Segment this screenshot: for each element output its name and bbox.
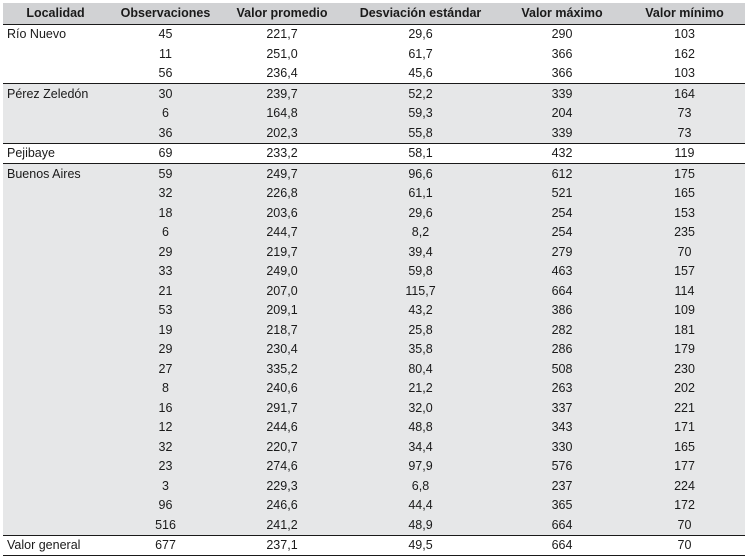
valor-maximo-cell: 365 <box>551 498 573 513</box>
localidad-cell <box>3 476 108 496</box>
valor-promedio-cell: 240,6 <box>266 381 298 396</box>
valor-minimo-cell: 165 <box>674 439 695 454</box>
valor-maximo-cell: 279 <box>551 244 573 259</box>
valor-minimo-cell: 177 <box>674 459 695 474</box>
valor-promedio-cell: 241,2 <box>266 517 298 532</box>
valor-promedio-cell: 237,1 <box>223 535 341 556</box>
localidad-cell <box>3 340 108 360</box>
desviacion-cell: 52,2 <box>341 84 500 104</box>
valor-promedio-cell: 236,4 <box>266 66 298 81</box>
valor-maximo-cell: 521 <box>551 186 573 201</box>
valor-maximo-cell: 343 <box>551 420 573 435</box>
header-valor-minimo: Valor mínimo <box>624 3 745 24</box>
table-row <box>3 143 745 164</box>
observaciones-cell: 11 <box>159 46 172 61</box>
valor-promedio-cell: 202,3 <box>266 125 298 140</box>
valor-maximo-cell: 282 <box>551 322 573 337</box>
group-4 <box>3 535 745 556</box>
desviacion-cell: 61,7 <box>408 46 433 61</box>
observaciones-cell: 36 <box>158 125 173 140</box>
observaciones-cell: 23 <box>158 459 173 474</box>
data-table <box>3 3 745 556</box>
localidad-cell <box>3 437 108 457</box>
valor-minimo-cell: 70 <box>624 535 745 556</box>
valor-minimo-cell: 153 <box>674 205 695 220</box>
valor-promedio-cell: 219,7 <box>266 244 298 259</box>
desviacion-cell: 49,5 <box>341 535 500 556</box>
valor-maximo-cell: 612 <box>500 164 624 184</box>
valor-promedio-cell: 249,7 <box>223 164 341 184</box>
localidad-cell <box>3 223 108 243</box>
table-row <box>3 301 745 321</box>
valor-promedio-cell: 239,7 <box>223 84 341 104</box>
table-row <box>3 476 745 496</box>
valor-minimo-cell: 157 <box>674 264 695 279</box>
desviacion-cell: 29,6 <box>408 205 433 220</box>
observaciones-cell: 32 <box>158 439 173 454</box>
valor-minimo-cell: 114 <box>674 283 695 298</box>
observaciones-cell: 677 <box>108 535 223 556</box>
table-row <box>3 457 745 477</box>
valor-maximo-cell: 237 <box>551 478 573 493</box>
observaciones-cell: 33 <box>158 264 173 279</box>
valor-promedio-cell: 274,6 <box>266 459 298 474</box>
table-row <box>3 104 745 124</box>
valor-promedio-cell: 244,7 <box>266 225 298 240</box>
localidad-cell: Río Nuevo <box>7 27 67 42</box>
header-valor-promedio: Valor promedio <box>223 3 341 24</box>
localidad-cell: Valor general <box>3 535 108 556</box>
table-row <box>3 84 745 104</box>
valor-minimo-cell: 162 <box>674 46 695 61</box>
localidad-cell: Pejibaye <box>3 143 108 164</box>
valor-minimo-cell: 230 <box>674 361 695 376</box>
valor-promedio-cell: 233,2 <box>223 143 341 164</box>
group-1 <box>3 84 745 144</box>
table-row <box>3 359 745 379</box>
valor-promedio-cell: 207,0 <box>266 283 298 298</box>
desviacion-cell: 39,4 <box>408 244 433 259</box>
group-0 <box>3 24 745 84</box>
observaciones-cell: 29 <box>158 342 173 357</box>
valor-maximo-cell: 339 <box>551 125 573 140</box>
valor-minimo-cell: 202 <box>674 381 695 396</box>
table-row <box>3 203 745 223</box>
observaciones-cell: 3 <box>162 478 169 493</box>
valor-minimo-cell: 175 <box>624 164 745 184</box>
desviacion-cell: 59,8 <box>408 264 433 279</box>
header-localidad: Localidad <box>3 3 108 24</box>
observaciones-cell: 16 <box>158 400 173 415</box>
localidad-cell <box>3 515 108 535</box>
localidad-cell <box>3 418 108 438</box>
valor-maximo-cell: 263 <box>551 381 573 396</box>
valor-minimo-cell: 235 <box>674 225 695 240</box>
header-row <box>3 3 745 24</box>
valor-maximo-cell: 330 <box>551 439 573 454</box>
valor-promedio-cell: 249,0 <box>266 264 298 279</box>
observaciones-cell: 32 <box>158 186 173 201</box>
valor-promedio-cell: 226,8 <box>266 186 298 201</box>
table-row <box>3 242 745 262</box>
valor-maximo-cell: 664 <box>551 283 573 298</box>
valor-maximo-cell: 576 <box>551 459 573 474</box>
observaciones-cell: 12 <box>158 420 173 435</box>
valor-maximo-cell: 290 <box>551 27 573 42</box>
desviacion-cell: 58,1 <box>341 143 500 164</box>
table-row <box>3 496 745 516</box>
table-row <box>3 379 745 399</box>
localidad-cell <box>3 457 108 477</box>
table-row <box>3 398 745 418</box>
valor-promedio-cell: 164,8 <box>266 106 298 121</box>
table-header <box>3 3 745 24</box>
localidad-cell <box>3 379 108 399</box>
observaciones-cell: 96 <box>158 498 173 513</box>
localidad-cell <box>3 262 108 282</box>
valor-minimo-cell: 181 <box>674 322 695 337</box>
localidad-cell <box>3 359 108 379</box>
localidad-cell <box>3 242 108 262</box>
valor-minimo-cell: 70 <box>677 244 692 259</box>
table-row <box>3 281 745 301</box>
valor-maximo-cell: 664 <box>500 535 624 556</box>
valor-maximo-cell: 386 <box>551 303 573 318</box>
valor-promedio-cell: 221,7 <box>266 27 298 42</box>
valor-minimo-cell: 165 <box>674 186 695 201</box>
valor-promedio-cell: 246,6 <box>266 498 298 513</box>
valor-minimo-cell: 119 <box>624 143 745 164</box>
table-row <box>3 44 745 64</box>
valor-promedio-cell: 291,7 <box>266 400 298 415</box>
localidad-cell <box>3 104 108 124</box>
observaciones-cell: 53 <box>158 303 173 318</box>
valor-minimo-cell: 109 <box>674 303 695 318</box>
table-row <box>3 418 745 438</box>
valor-maximo-cell: 366 <box>551 66 573 81</box>
valor-minimo-cell: 172 <box>674 498 695 513</box>
observaciones-cell: 19 <box>158 322 173 337</box>
valor-maximo-cell: 254 <box>551 225 573 240</box>
table-row <box>3 320 745 340</box>
table-row <box>3 437 745 457</box>
desviacion-cell: 44,4 <box>408 498 433 513</box>
valor-maximo-cell: 337 <box>551 400 573 415</box>
valor-minimo-cell: 224 <box>674 478 695 493</box>
group-3 <box>3 164 745 536</box>
observaciones-cell: 516 <box>155 517 176 532</box>
desviacion-cell: 80,4 <box>408 361 433 376</box>
valor-minimo-cell: 70 <box>677 517 692 532</box>
valor-minimo-cell: 221 <box>674 400 695 415</box>
desviacion-cell: 32,0 <box>408 400 433 415</box>
desviacion-cell: 55,8 <box>408 125 433 140</box>
table-row <box>3 164 745 184</box>
desviacion-cell: 59,3 <box>408 106 433 121</box>
table-row <box>3 223 745 243</box>
desviacion-cell: 25,8 <box>408 322 433 337</box>
table-row <box>3 24 745 44</box>
valor-minimo-cell: 73 <box>677 125 692 140</box>
localidad-cell <box>3 44 108 64</box>
valor-promedio-cell: 218,7 <box>266 322 298 337</box>
localidad-cell <box>3 203 108 223</box>
valor-minimo-cell: 179 <box>674 342 695 357</box>
valor-maximo-cell: 339 <box>500 84 624 104</box>
valor-promedio-cell: 244,6 <box>266 420 298 435</box>
desviacion-cell: 29,6 <box>408 27 433 42</box>
desviacion-cell: 115,7 <box>405 283 436 298</box>
valor-minimo-cell: 171 <box>674 420 695 435</box>
localidad-cell <box>3 496 108 516</box>
valor-promedio-cell: 230,4 <box>266 342 298 357</box>
table-row <box>3 535 745 556</box>
observaciones-cell: 45 <box>158 27 173 42</box>
desviacion-cell: 35,8 <box>408 342 433 357</box>
desviacion-cell: 43,2 <box>408 303 433 318</box>
desviacion-cell: 6,8 <box>411 478 430 493</box>
valor-minimo-cell: 73 <box>677 106 692 121</box>
localidad-cell <box>3 281 108 301</box>
table-row <box>3 184 745 204</box>
header-observaciones: Observaciones <box>108 3 223 24</box>
localidad-cell: Pérez Zeledón <box>3 84 108 104</box>
observaciones-cell: 59 <box>108 164 223 184</box>
valor-promedio-cell: 209,1 <box>266 303 298 318</box>
localidad-cell <box>3 398 108 418</box>
valor-minimo-cell: 103 <box>674 66 695 81</box>
desviacion-cell: 48,8 <box>408 420 433 435</box>
observaciones-cell: 69 <box>108 143 223 164</box>
valor-promedio-cell: 251,0 <box>266 46 298 61</box>
valor-maximo-cell: 204 <box>551 106 573 121</box>
observaciones-cell: 30 <box>108 84 223 104</box>
table-row <box>3 64 745 84</box>
observaciones-cell: 56 <box>158 66 173 81</box>
valor-maximo-cell: 508 <box>551 361 573 376</box>
localidad-cell <box>3 184 108 204</box>
table-row <box>3 123 745 143</box>
desviacion-cell: 48,9 <box>408 517 433 532</box>
localidad-cell: Buenos Aires <box>3 164 108 184</box>
observaciones-cell: 21 <box>158 283 173 298</box>
localidad-cell <box>3 123 108 143</box>
valor-promedio-cell: 229,3 <box>266 478 298 493</box>
table-row <box>3 262 745 282</box>
valor-maximo-cell: 286 <box>551 342 573 357</box>
observaciones-cell: 6 <box>162 106 169 121</box>
desviacion-cell: 8,2 <box>411 225 430 240</box>
header-valor-maximo: Valor máximo <box>500 3 624 24</box>
desviacion-cell: 96,6 <box>341 164 500 184</box>
observaciones-cell: 29 <box>158 244 173 259</box>
localidad-cell <box>3 320 108 340</box>
observaciones-cell: 18 <box>158 205 173 220</box>
table-row <box>3 515 745 535</box>
desviacion-cell: 34,4 <box>408 439 433 454</box>
observaciones-cell: 27 <box>158 361 173 376</box>
desviacion-cell: 61,1 <box>408 186 433 201</box>
observaciones-cell: 8 <box>162 381 169 396</box>
localidad-cell <box>3 301 108 321</box>
valor-promedio-cell: 335,2 <box>266 361 298 376</box>
desviacion-cell: 45,6 <box>408 66 433 81</box>
header-desviacion-estandar: Desviación estándar <box>341 3 500 24</box>
valor-minimo-cell: 103 <box>674 27 695 42</box>
table-row <box>3 340 745 360</box>
valor-minimo-cell: 164 <box>624 84 745 104</box>
valor-maximo-cell: 366 <box>551 46 573 61</box>
valor-promedio-cell: 220,7 <box>266 439 298 454</box>
valor-maximo-cell: 254 <box>551 205 573 220</box>
valor-maximo-cell: 664 <box>551 517 573 532</box>
observaciones-cell: 6 <box>162 225 169 240</box>
localidad-cell <box>3 64 108 84</box>
valor-promedio-cell: 203,6 <box>266 205 298 220</box>
desviacion-cell: 97,9 <box>408 459 433 474</box>
valor-maximo-cell: 463 <box>551 264 573 279</box>
group-2 <box>3 143 745 164</box>
desviacion-cell: 21,2 <box>408 381 433 396</box>
valor-maximo-cell: 432 <box>500 143 624 164</box>
